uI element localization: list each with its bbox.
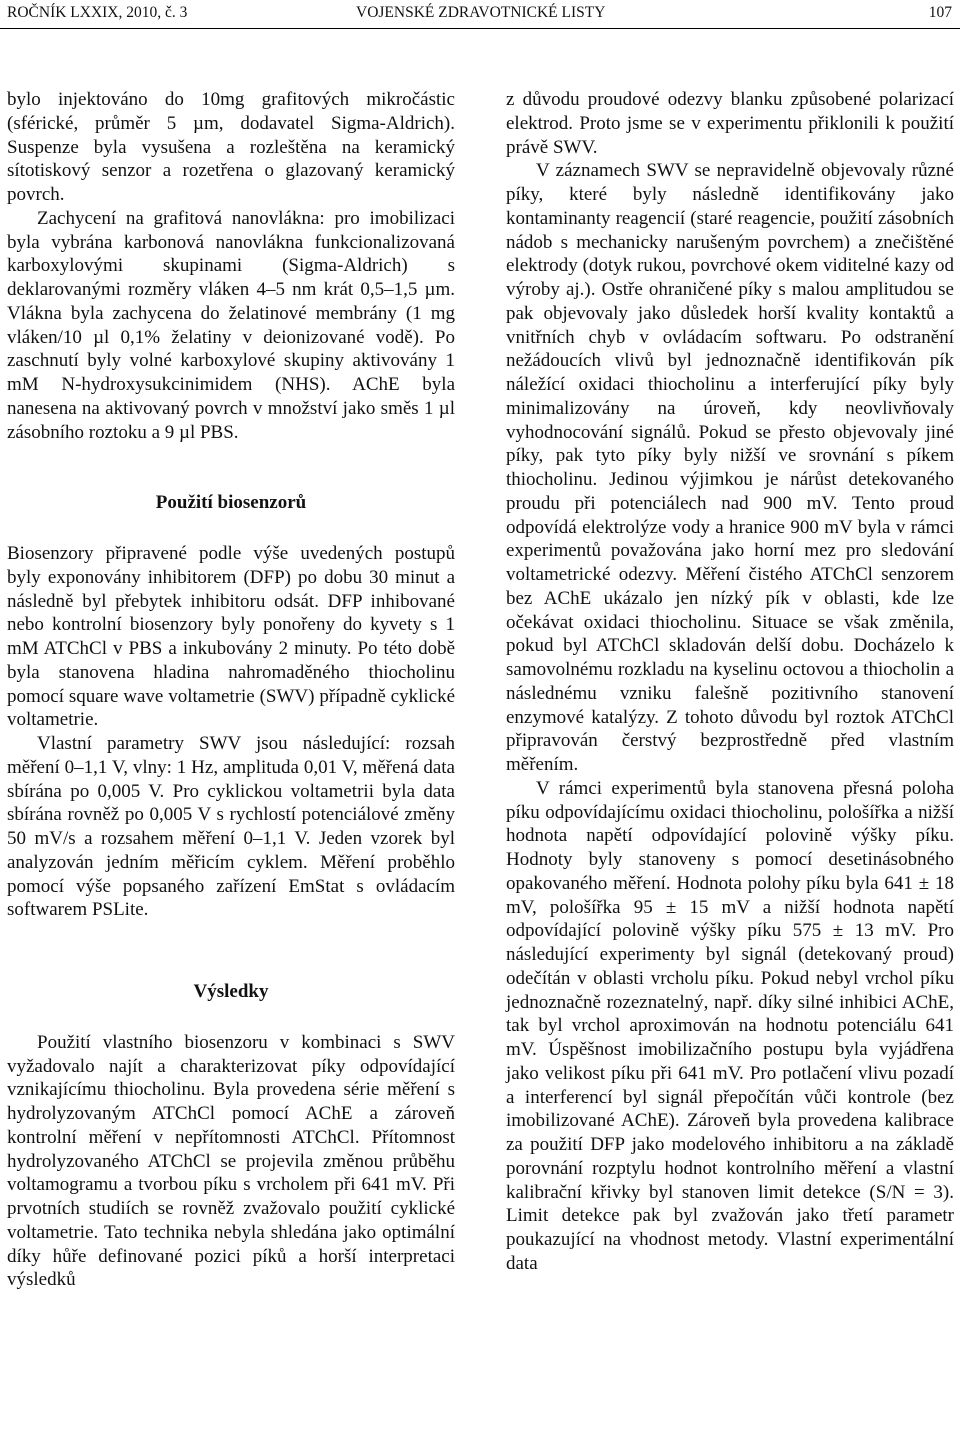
paragraph: z důvodu proudové odezvy blanku způsobené polarizací elektrod. Proto jsme se v experimentu přiklonili k použití právě SWV.	[506, 89, 954, 158]
header-divider	[0, 28, 960, 29]
paragraph: bylo injektováno do 10mg grafitových mikročástic (sférické, průměr 5 µm, dodavatel Sigma-Aldrich). Suspenze byla vysušena a rozleštěna na keramický sítotiskový senzor a rozetřena o glazovaný keramický povrch.	[7, 89, 455, 205]
paragraph: Zachycení na grafitová nanovlákna: pro imobilizaci byla vybrána karbonová nanovlákna funkcionalizovaná karboxylovými skupinami (Sigma-Aldrich) s deklarovanými rozměry vláken 4–5 nm krát 0,5–1,5 µm. Vlákna byla zachycena do želatinové membrány (1 mg vláken/10 µl 0,1% želatiny v deionizované vodě). Po zaschnutí byly volné karboxylové skupiny aktivovány 1 mM N-hydroxysukcinimidem (NHS). AChE byla nanesena na aktivovaný povrch v množství jako směs 1 µl zásobního roztoku a 9 µl PBS.	[7, 207, 455, 443]
paragraph: V rámci experimentů byla stanovena přesná poloha píku odpovídajícímu oxidaci thiocholinu, pološířka a nižší hodnota napětí odpovídající polovině výšky píku. Hodnoty byly stanoveny s pomocí desetinásobného opakovaného měření. Hodnota polohy píku byla 641 ± 18 mV, pološířka 95 ± 15 mV a nižší hodnota napětí odpovídající polovině výšky píku 575 ± 13 mV. Pro následující experimenty byl signál (detekovaný proud) odečítán v oblasti vrcholu píku. Pokud nebyl vrchol píku jednoznačně rozeznatelný, např. díky silné inhibici AChE, tak byl vrchol aproximován na hodnotu potenciálu 641 mV. Úspěšnost imobilizačního postupu byla vyjádřena jako velikost píku při 641 mV. Pro potlačení vlivu pozadí a interferencí byl signál přepočítán vůči kontrole (bez imobilizované AChE). Zároveň byla provedena kalibrace za použití DFP jako modelového inhibitoru a na základě porovnání rozptylu hodnot kontrolního měření a vlastní kalibrační křivky byl stanoven limit detekce (S/N = 3). Limit detekce pak byl zvažován jako třetí parametr poukazující na vhodnost metody. Vlastní experimentální data	[506, 777, 954, 1274]
section-heading-results: Výsledky	[193, 981, 269, 1002]
running-header	[0, 0, 960, 26]
left-column	[7, 88, 455, 1292]
paragraph: V záznamech SWV se nepravidelně objevovaly různé píky, které byly následně identifikovány jako kontaminanty reagencií (staré reagencie, použití zásobních nádob s mechanicky narušeným povrchem) a znečištěné elektrody (dotyk rukou, povrchové okem viditelné kazy od výroby aj.). Ostře ohraničené píky s malou amplitudou se pak objevovaly jako důsledek horší kvality kontaktů a vnitřních chyb v ovládacím softwaru. Po odstranění nežádoucích vlivů byl jednoznačně identifikován pík náležící oxidaci thiocholinu a interferující píky byly minimalizovány na úroveň, kdy neovlivňovaly vyhodnocování signálů. Pokud se přesto objevovaly jiné píky, pak tyto píky byly nižší ve srovnání s píkem thiocholinu. Jedinou výjimkou je nárůst detekovaného proudu při potenciálech nad 900 mV. Tento proud odpovídá elektrolýze vody a hranice 900 mV byla v rámci experimentů považována jako horní mez pro sledování voltametrické odezvy. Měření čistého ATChCl senzorem bez AChE ukázalo jen nízký pík v oblasti, kde lze očekávat oxidaci thiocholinu. Situace se však změnila, pokud byl ATChCl skladován delší dobu. Docházelo k samovolnému rozkladu na kyselinu octovou a thiocholin a následnému vzniku falešně pozitivního stanovení enzymové katalýzy. Z tohoto důvodu byl roztok ATChCl připravován čerstvý bezprostředně před vlastním měřením.	[506, 160, 954, 775]
paragraph: Biosenzory připravené podle výše uvedených postupů byly exponovány inhibitorem (DFP) po dobu 30 minut a následně byl přebytek inhibitoru odsát. DFP inhibované nebo kontrolní biosenzory byly ponořeny do kyvety s 1 mM ATChCl v PBS a inkubovány 2 minuty. Po této době byla stanovena hladina nahromaděného thiocholinu pomocí square wave voltametrie (SWV) případně cyklické voltametrie.	[7, 543, 455, 731]
paragraph: Vlastní parametry SWV jsou následující: rozsah měření 0–1,1 V, vlny: 1 Hz, amplituda 0,01 V, měřená data sbírána po 0,005 V. Pro cyklickou voltametrii byla data sbírána rovněž po 0,005 V s rychlostí potenciálové změny 50 mV/s a rozsahem měření 0–1,1 V. Jeden vzorek byl analyzován jedním měřicím cyklem. Měření proběhlo pomocí výše popsaného zařízení EmStat s ovládacím softwarem PSLite.	[7, 733, 455, 921]
right-column	[506, 88, 954, 1276]
section-heading-biosensor-use: Použití biosenzorů	[155, 492, 307, 514]
journal-volume-issue: ROČNÍK LXXIX, 2010, č. 3	[7, 4, 188, 21]
journal-title: VOJENSKÉ ZDRAVOTNICKÉ LISTY	[356, 4, 606, 21]
paragraph: Použití vlastního biosenzoru v kombinaci s SWV vyžadovalo najít a charakterizovat píky odpovídající vznikajícímu thiocholinu. Byla provedena série měření s hydrolyzovaným ATChCl pomocí AChE a zároveň kontrolní měření v nepřítomnosti ATChCl. Přítomnost hydrolyzovaného ATChCl se projevila změnou průběhu voltamogramu a tvorbou píku s vrcholem při 641 mV. Při prvotních studiích se rovněž zvažovalo použití cyklické voltametrie. Tato technika nebyla shledána jako optimální díky hůře definované pozici píků a horší interpretaci výsledků	[7, 1031, 455, 1291]
page-number: 107	[928, 4, 952, 21]
